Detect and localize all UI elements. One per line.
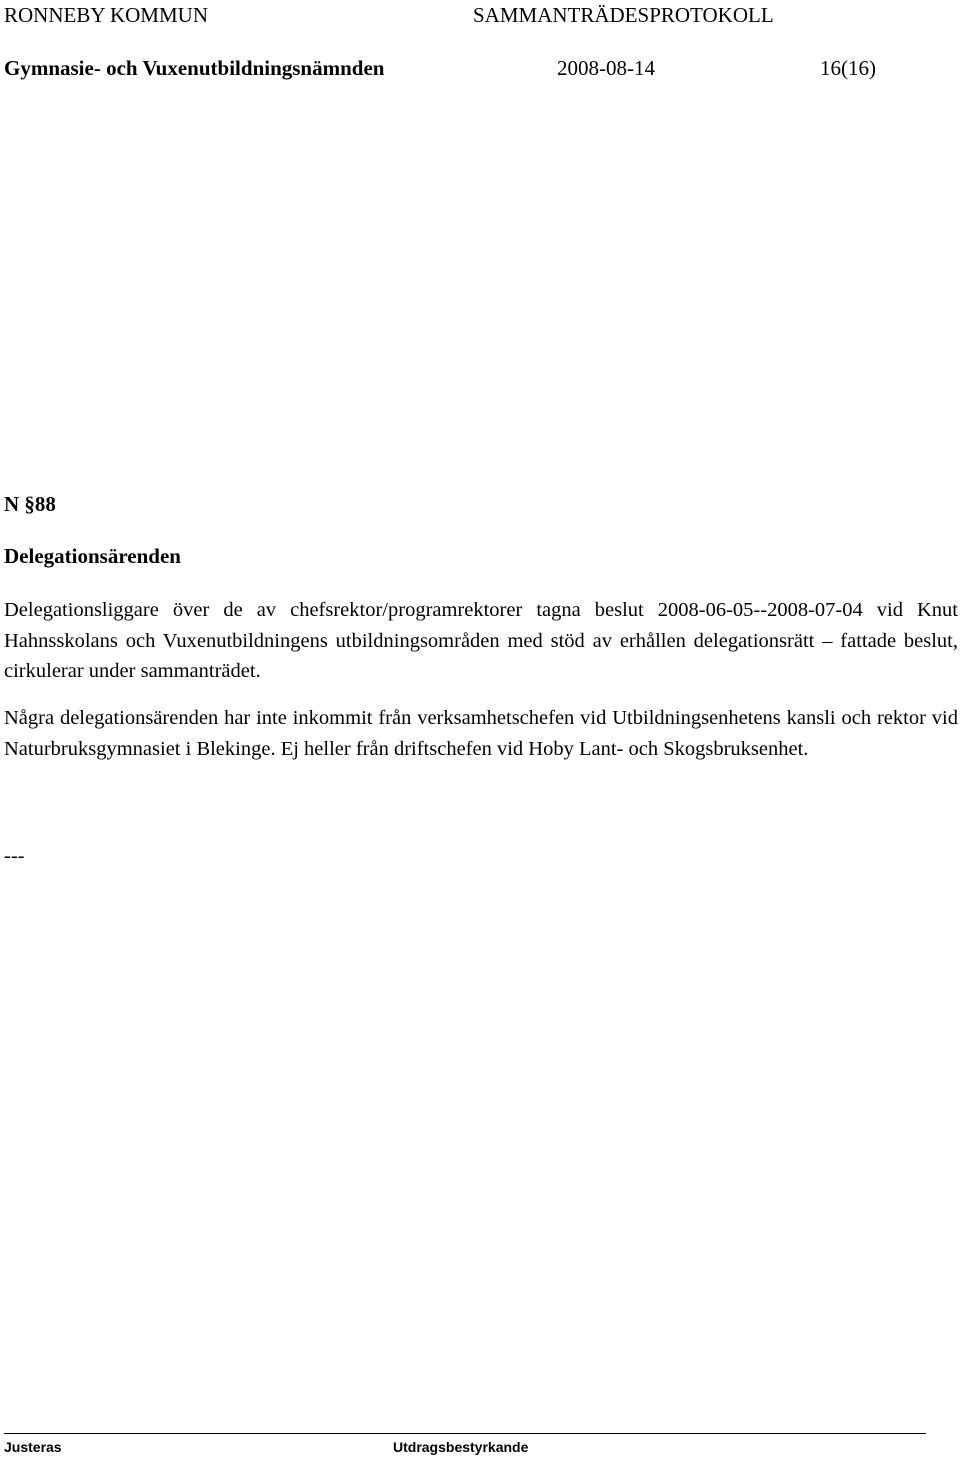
- footer-justeras-label: Justeras: [4, 1439, 62, 1455]
- section-title: Delegationsärenden: [4, 544, 181, 568]
- board-name: Gymnasie- och Vuxenutbildningsnämnden: [4, 56, 385, 80]
- page-number: 16(16): [820, 56, 876, 80]
- body-paragraph: Delegationsliggare över de av chefsrektor/programrektorer tagna beslut 2008-06-05--2008-07-04 vid Knut Hahnsskolans och Vuxenutbildningens utbildningsområden med stöd av erhållen delegationsrätt – fattade beslut, cirkulerar under sammanträdet.: [4, 599, 958, 682]
- footer-divider: [4, 1433, 926, 1434]
- footer-utdragsbestyrkande-label: Utdragsbestyrkande: [393, 1439, 529, 1455]
- organization-name: RONNEBY KOMMUN: [4, 3, 208, 27]
- meeting-date: 2008-08-14: [557, 56, 655, 80]
- section-separator: ---: [4, 845, 25, 867]
- body-paragraph: Några delegationsärenden har inte inkommit från verksamhetschefen vid Utbildningsenhetens kansli och rektor vid Naturbruksgymnasiet i Blekinge. Ej heller från driftschefen vid Hoby Lant- och Skogsbruksenhet.: [4, 707, 958, 760]
- section-number: N §88: [4, 492, 56, 516]
- document-type: SAMMANTRÄDESPROTOKOLL: [473, 3, 774, 27]
